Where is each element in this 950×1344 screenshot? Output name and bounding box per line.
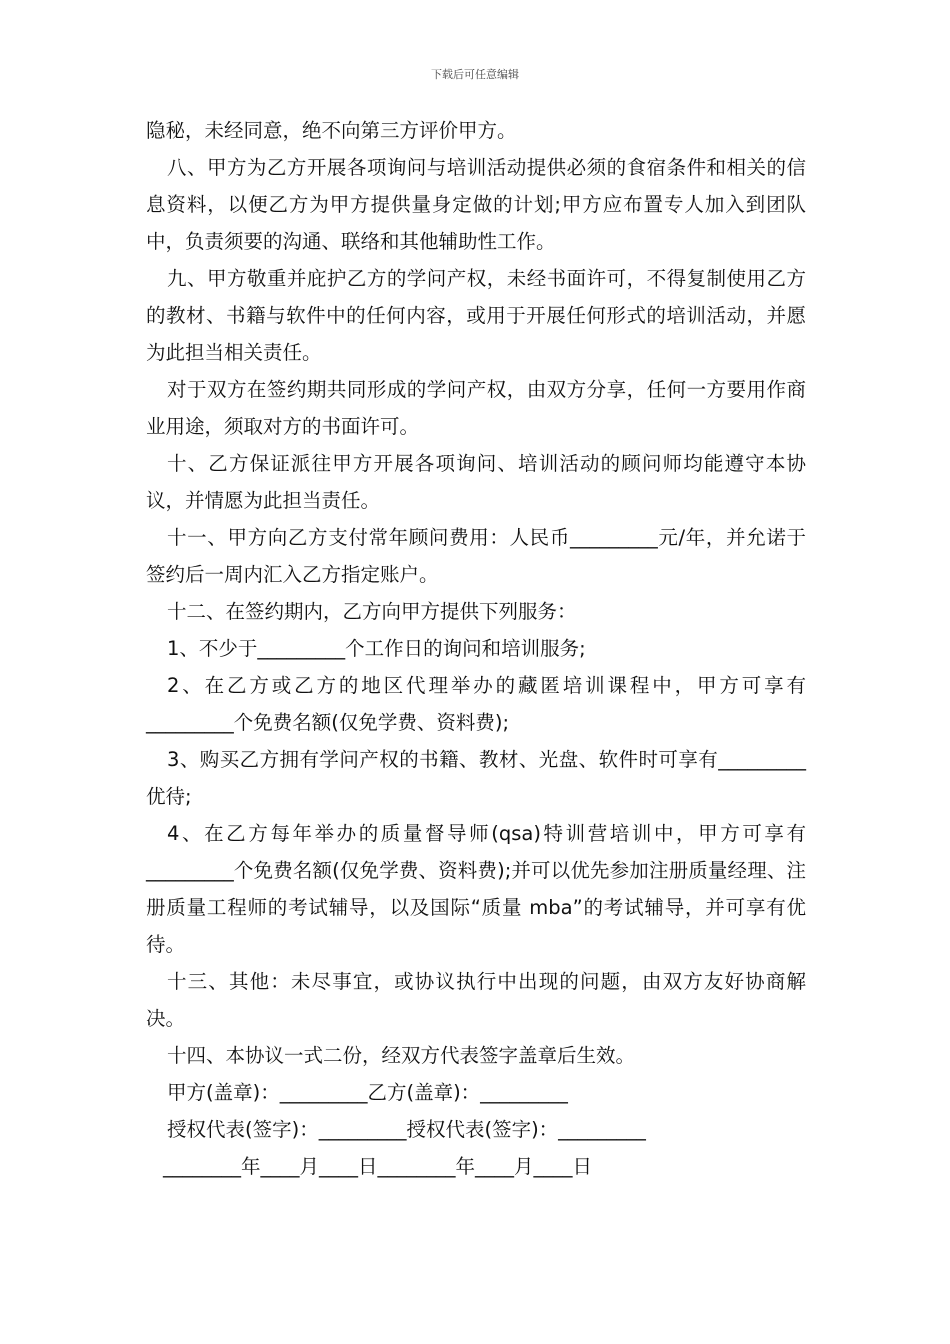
paragraph: 隐秘，未经同意，绝不向第三方评价甲方。 bbox=[146, 119, 517, 142]
paragraph: 十四、本协议一式二份，经双方代表签字盖章后生效。 bbox=[167, 1044, 636, 1067]
list-item: 1、不少于_________个工作日的询问和培训服务; bbox=[167, 637, 586, 660]
document-body bbox=[146, 112, 806, 1185]
paragraph: 九、甲方敬重并庇护乙方的学问产权，未经书面许可，不得复制使用乙方的教材、书籍与软件中的任何内容，或用于开展任何形式的培训活动，并愿为此担当相关责任。 bbox=[146, 267, 806, 364]
signature-date-line: ________年____月____日________年____月____日 bbox=[163, 1155, 592, 1178]
list-item: 2、在乙方或乙方的地区代理举办的藏匿培训课程中，甲方可享有_________个免费名额(仅免学费、资料费); bbox=[146, 674, 806, 734]
list-item: 4、在乙方每年举办的质量督导师(qsa)特训营培训中，甲方可享有_________个免费名额(仅免学费、资料费);并可以优先参加注册质量经理、注册质量工程师的考试辅导，以及国际“质量 mba”的考试辅导，并可享有优待。 bbox=[146, 822, 806, 956]
paragraph: 十二、在签约期内，乙方向甲方提供下列服务： bbox=[167, 600, 577, 623]
signature-representative-line: 授权代表(签字)：_________授权代表(签字)：_________ bbox=[167, 1118, 646, 1141]
paragraph: 十三、其他：未尽事宜，或协议执行中出现的问题，由双方友好协商解决。 bbox=[146, 970, 806, 1030]
paragraph: 对于双方在签约期共同形成的学问产权，由双方分享，任何一方要用作商业用途，须取对方的书面许可。 bbox=[146, 378, 806, 438]
signature-party-line: 甲方(盖章)：_________乙方(盖章)：_________ bbox=[167, 1081, 568, 1104]
paragraph: 十一、甲方向乙方支付常年顾问费用：人民币_________元/年，并允诺于签约后一周内汇入乙方指定账户。 bbox=[146, 526, 806, 586]
page-header: 下载后可任意编辑 bbox=[431, 68, 519, 81]
list-item: 3、购买乙方拥有学问产权的书籍、教材、光盘、软件时可享有_________优待; bbox=[146, 748, 806, 808]
paragraph: 十、乙方保证派往甲方开展各项询问、培训活动的顾问师均能遵守本协议，并情愿为此担当责任。 bbox=[146, 452, 806, 512]
paragraph: 八、甲方为乙方开展各项询问与培训活动提供必须的食宿条件和相关的信息资料，以便乙方为甲方提供量身定做的计划;甲方应布置专人加入到团队中，负责须要的沟通、联络和其他辅助性工作。 bbox=[146, 156, 806, 253]
